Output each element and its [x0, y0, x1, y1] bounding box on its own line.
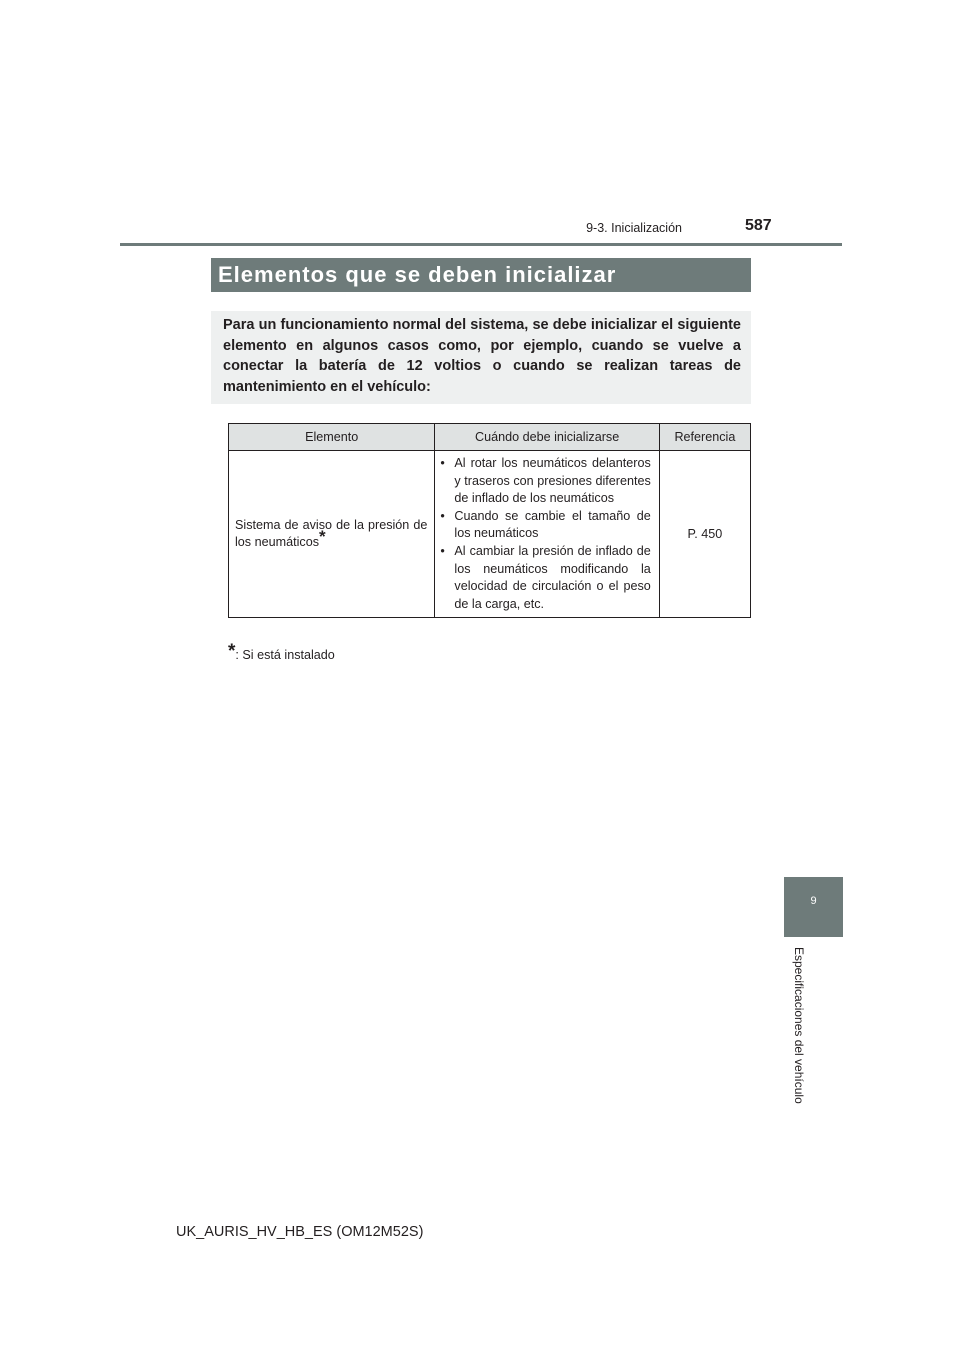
document-code: UK_AURIS_HV_HB_ES (OM12M52S): [176, 1224, 424, 1240]
list-item: • Al cambiar la presión de inflado de los neumáticos modificando la velocidad de circulación o el peso de la carga, etc.: [440, 543, 651, 611]
when-cell: [435, 451, 659, 618]
table-row: [229, 451, 751, 618]
bullet-icon: •: [440, 456, 445, 470]
page-title: Elementos que se deben inicializar: [211, 258, 751, 292]
intro-box: [211, 311, 751, 404]
footnote-asterisk: *: [319, 527, 326, 547]
element-name: Sistema de aviso de la presión de los neumáticos: [235, 517, 428, 550]
header-element: Elemento: [229, 424, 435, 451]
chapter-title: Especificaciones del vehículo: [792, 947, 806, 1104]
list-item: • Al rotar los neumáticos delanteros y traseros con presiones diferentes de inflado de los neumáticos: [440, 456, 651, 506]
intro-text: Para un funcionamiento normal del sistema, se debe inicializar el siguiente elemento en algunos casos como, por ejemplo, cuando se vuelve a conectar la batería de 12 voltios o cuando se realizan tareas de mantenimiento en el vehículo:: [223, 317, 741, 395]
initialization-table: [228, 423, 751, 618]
table-header-row: [229, 424, 751, 451]
chapter-tab: 9: [784, 877, 843, 937]
header-reference: Referencia: [659, 424, 750, 451]
header-when: Cuándo debe inicializarse: [435, 424, 659, 451]
element-cell: [229, 451, 435, 618]
reference-cell: P. 450: [659, 451, 750, 618]
section-label: 9-3. Inicialización: [586, 221, 682, 235]
header-rule: [120, 243, 842, 246]
footnote-text: : Si está instalado: [235, 648, 335, 662]
page-number: 587: [745, 217, 772, 234]
footnote: [228, 641, 335, 663]
list-item: • Cuando se cambie el tamaño de los neumáticos: [440, 508, 651, 541]
condition-list: [440, 455, 650, 613]
bullet-icon: •: [440, 543, 445, 558]
footnote-mark: *: [228, 641, 236, 662]
bullet-icon: •: [440, 508, 445, 523]
